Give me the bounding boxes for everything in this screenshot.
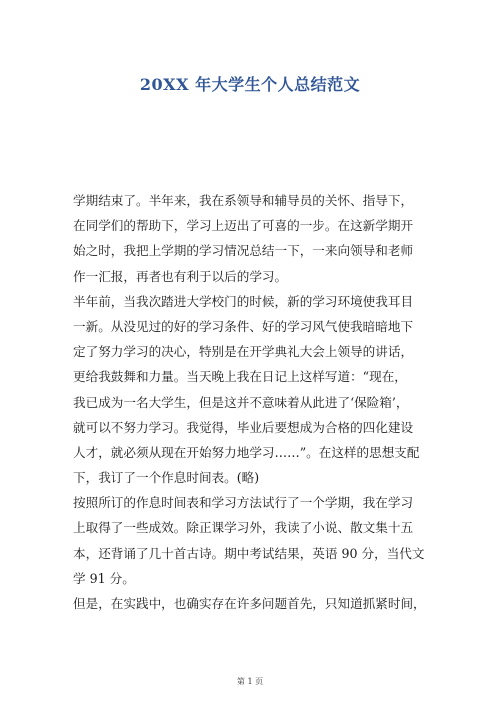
document-body: [73, 188, 431, 616]
body-line-13: 按照所订的作息时间表和学习方法试行了一个学期，我在学习: [73, 495, 414, 511]
body-line-7: 定了努力学习的决心，特别是在开学典礼大会上领导的讲话，: [73, 344, 414, 360]
document-title: 20XX 年大学生个人总结范文: [139, 75, 361, 94]
body-line-14: 上取得了一些成效。除正课学习外，我读了小说、散文集十五: [73, 520, 414, 536]
body-line-15: 本，还背诵了几十首古诗。期中考试结果，英语 90 分，当代文: [73, 545, 425, 561]
body-line-6: 一新。从没见过的好的学习条件、好的学习风气使我暗暗地下: [73, 318, 414, 334]
body-line-10: 就可以不努力学习。我觉得，毕业后要想成为合格的四化建设: [73, 419, 414, 435]
body-line-8: 更给我鼓舞和力量。当天晚上我在日记上这样写道：“现在，: [73, 369, 407, 385]
body-line-12: 下，我订了一个作息时间表。(略): [73, 470, 260, 486]
page-number: 第 1 页: [236, 677, 264, 686]
body-line-5: 半年前，当我次踏进大学校门的时候，新的学习环境使我耳目: [73, 293, 414, 309]
body-line-2: 在同学们的帮助下，学习上迈出了可喜的一步。在这新学期开: [73, 218, 414, 234]
body-line-9: 我已成为一名大学生，但是这并不意味着从此进了‘保险箱’，: [73, 394, 409, 410]
body-line-16: 学 91 分。: [73, 570, 135, 586]
body-line-1: 学期结束了。半年来，我在系领导和辅导员的关怀、指导下，: [73, 193, 414, 208]
body-line-11: 人才，就必须从现在开始努力地学习……”。在这样的思想支配: [73, 444, 420, 460]
body-line-3: 始之时，我把上学期的学习情况总结一下，一来向领导和老师: [73, 243, 414, 259]
body-line-17: 但是，在实践中，也确实存在许多问题首先，只知道抓紧时间，: [73, 596, 426, 611]
body-line-4: 作一汇报，再者也有利于以后的学习。: [73, 268, 288, 284]
